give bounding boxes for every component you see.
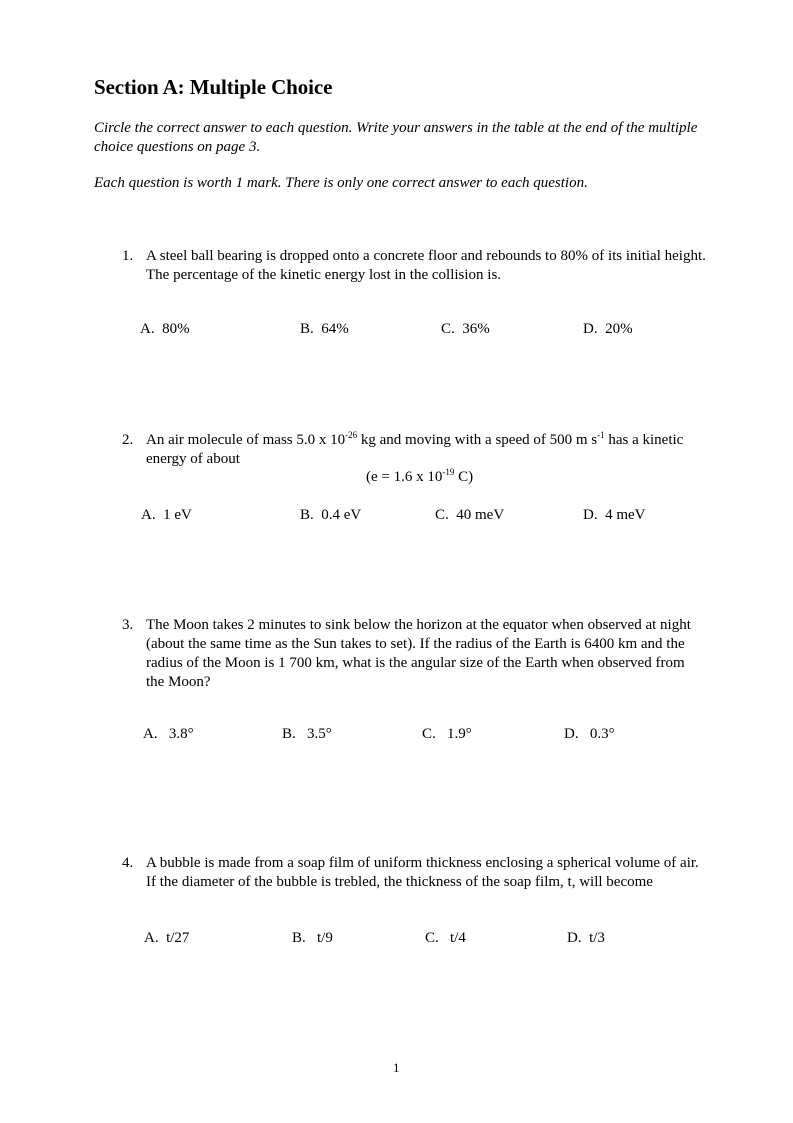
option-letter: D. [564,726,579,742]
exponent: -26 [345,430,358,440]
option-letter: B. [282,726,296,742]
option-value: 0.4 eV [321,507,362,523]
option-c[interactable] [425,929,466,948]
option-letter: C. [425,930,439,946]
option-d[interactable] [583,506,646,525]
option-letter: D. [583,507,598,523]
option-letter: C. [435,507,449,523]
text-segment: kg and moving with a speed of 500 m s [357,432,598,448]
option-value: 36% [462,321,490,337]
option-d[interactable] [567,929,605,948]
option-a[interactable] [140,320,190,339]
text-segment: An air molecule of mass 5.0 x 10 [146,432,346,448]
option-value: 80% [162,321,190,337]
marking-note: Each question is worth 1 mark. There is only one correct answer to each question. [94,175,588,191]
exponent: -19 [442,467,455,477]
option-value: 3.5° [307,726,332,742]
option-c[interactable] [441,320,490,339]
option-value: t/4 [450,930,466,946]
option-letter: A. [144,930,159,946]
option-letter: D. [583,321,598,337]
option-letter: A. [140,321,155,337]
given-constant [366,468,473,487]
option-letter: C. [441,321,455,337]
option-a[interactable] [143,725,194,744]
option-b[interactable] [300,506,361,525]
option-value: 3.8° [168,726,194,742]
option-a[interactable] [141,506,192,525]
question-text: The Moon takes 2 minutes to sink below the horizon at the equator when observed at night (about the same time as the Sun takes to set). If the radius of the Earth is 6400 km and the radius of the Moon is 1 700 km, what is the angular size of the Earth when observed from the Moon? [146,617,691,690]
question-number: 3. [122,617,134,633]
option-value: 1.9° [447,726,472,742]
option-letter: A. [143,726,158,742]
option-b[interactable] [292,929,333,948]
option-value: 1 eV [163,507,192,523]
option-value: t/27 [166,930,190,946]
question-text: A steel ball bearing is dropped onto a concrete floor and rebounds to 80% of its initial height. The percentage of the kinetic energy lost in the collision is. [146,248,706,283]
option-letter: B. [300,321,314,337]
page-number: 1 [393,1060,400,1075]
option-letter: A. [141,507,156,523]
instructions-paragraph: Circle the correct answer to each question. Write your answers in the table at the end of the multiple choice questions on page 3. [94,120,698,155]
option-b[interactable] [300,320,349,339]
section-title: Section A: Multiple Choice [94,75,333,99]
option-value: t/9 [317,930,333,946]
option-value: t/3 [589,930,605,946]
question-text [146,431,691,469]
option-value: 64% [321,321,349,337]
option-letter: B. [292,930,306,946]
option-letter: C. [422,726,436,742]
option-value: 0.3° [589,726,615,742]
text-segment: (e = 1.6 x 10 [366,469,443,485]
option-d[interactable] [583,320,633,339]
question-number: 1. [122,248,134,264]
option-c[interactable] [435,506,504,525]
option-a[interactable] [144,929,189,948]
text-segment: C) [454,469,474,485]
option-value: 40 meV [456,507,505,523]
option-c[interactable] [422,725,472,744]
text-segment: has a kinetic energy of about [146,432,684,467]
question-text: A bubble is made from a soap film of uniform thickness enclosing a spherical volume of air. If the diameter of the bubble is trebled, the thickness of the soap film, t, will become [146,855,699,890]
option-letter: B. [300,507,314,523]
option-letter: D. [567,930,582,946]
option-d[interactable] [564,725,615,744]
exponent: -1 [597,430,605,440]
option-value: 20% [605,321,633,337]
question-number: 4. [122,855,134,871]
option-b[interactable] [282,725,332,744]
question-number: 2. [122,432,134,448]
option-value: 4 meV [605,507,646,523]
